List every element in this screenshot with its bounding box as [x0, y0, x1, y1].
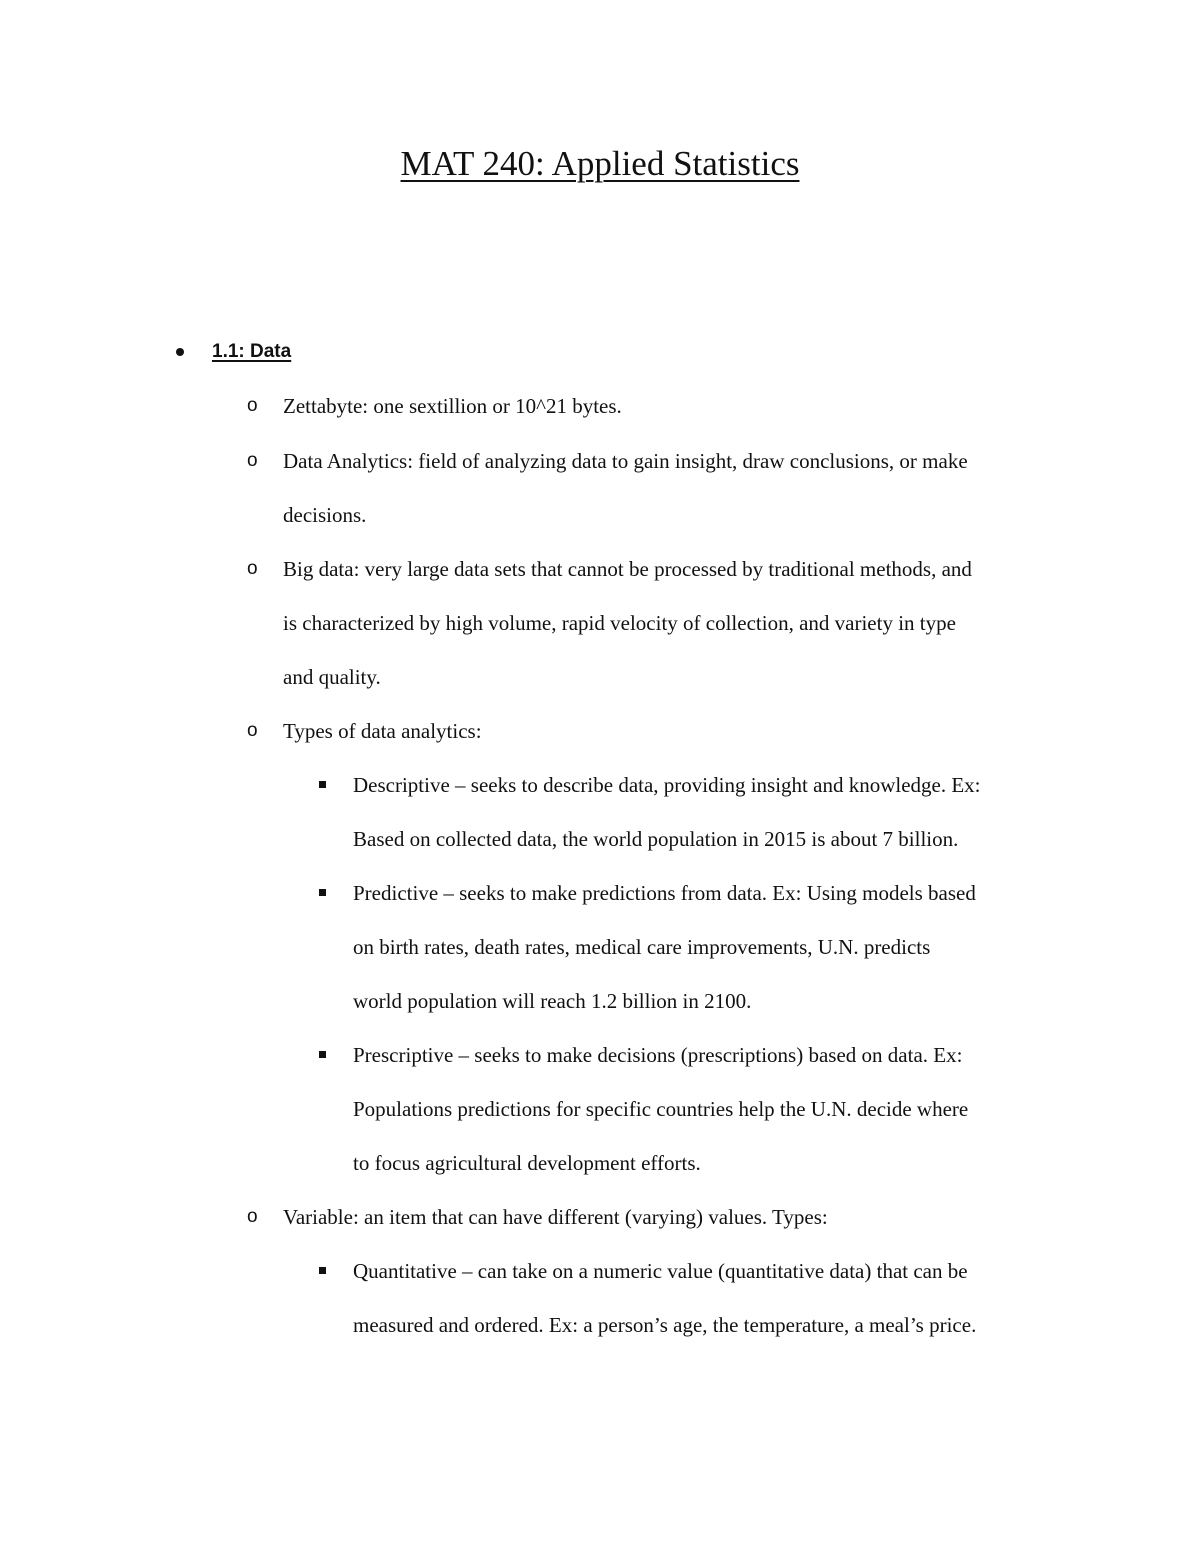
sub-item-line: measured and ordered. Ex: a person’s age, the temperature, a meal’s price. [353, 1313, 977, 1337]
list-item-line: Types of data analytics: [283, 719, 482, 743]
sub-item-line: Based on collected data, the world population in 2015 is about 7 billion. [353, 827, 959, 851]
list-item-line: is characterized by high volume, rapid velocity of collection, and variety in type [283, 611, 956, 635]
circle-bullet-icon: o [247, 1206, 258, 1227]
list-item-line: Variable: an item that can have different (varying) values. Types: [283, 1205, 828, 1229]
list-item-line: Big data: very large data sets that cannot be processed by traditional methods, and [283, 557, 972, 581]
list-item-line: decisions. [283, 503, 367, 527]
sub-item-line: world population will reach 1.2 billion in 2100. [353, 989, 752, 1013]
square-bullet-icon [319, 1267, 326, 1274]
sub-item-line: on birth rates, death rates, medical care improvements, U.N. predicts [353, 935, 931, 959]
square-bullet-icon [319, 889, 326, 896]
sub-item-line: Quantitative – can take on a numeric value (quantitative data) that can be [353, 1259, 968, 1283]
circle-bullet-icon: o [247, 395, 258, 416]
sub-item-line: Prescriptive – seeks to make decisions (prescriptions) based on data. Ex: [353, 1043, 963, 1067]
list-item-line: and quality. [283, 665, 381, 689]
square-bullet-icon [319, 781, 326, 788]
list-item-line: Data Analytics: field of analyzing data to gain insight, draw conclusions, or make [283, 449, 968, 473]
list-item-line: Zettabyte: one sextillion or 10^21 bytes. [283, 394, 622, 418]
sub-item-line: Descriptive – seeks to describe data, providing insight and knowledge. Ex: [353, 773, 981, 797]
section-heading: 1.1: Data [212, 341, 292, 362]
sub-item-line: Populations predictions for specific countries help the U.N. decide where [353, 1097, 969, 1121]
sub-item-line: Predictive – seeks to make predictions from data. Ex: Using models based [353, 881, 976, 905]
circle-bullet-icon: o [247, 558, 258, 579]
square-bullet-icon [319, 1051, 326, 1058]
circle-bullet-icon: o [247, 450, 258, 471]
circle-bullet-icon: o [247, 720, 258, 741]
sub-item-line: to focus agricultural development efforts. [353, 1151, 701, 1175]
page-title: MAT 240: Applied Statistics [400, 144, 800, 183]
bullet-icon [176, 348, 184, 356]
